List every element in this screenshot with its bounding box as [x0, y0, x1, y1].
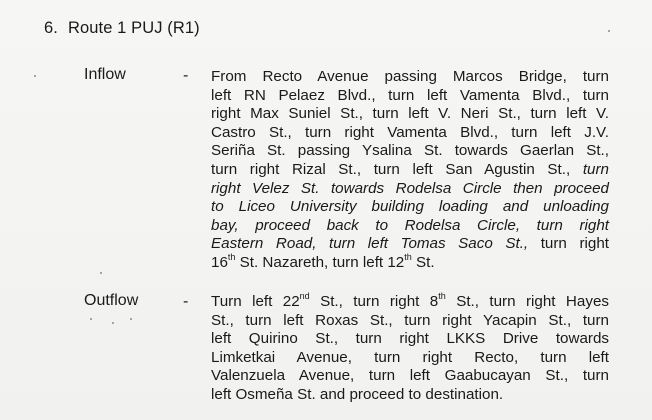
outflow-text-run: th	[438, 290, 446, 301]
inflow-text-run: right Velez St. towards Rodelsa Circle then proceed	[211, 179, 609, 197]
inflow-text-run: turn	[582, 160, 609, 178]
inflow-line	[211, 161, 609, 180]
inflow-line	[211, 68, 609, 87]
inflow-label: Inflow	[84, 66, 126, 83]
outflow-text-run: Valenzuela Avenue, turn left Gaabucayan St., turn	[211, 367, 609, 385]
inflow-text-run: th	[404, 251, 412, 262]
scan-speck	[112, 322, 114, 324]
inflow-line	[211, 87, 609, 106]
inflow-text-run: Castro St., turn right Vamenta Blvd., turn left J.V.	[211, 123, 609, 141]
outflow-line	[211, 312, 609, 331]
outflow-description	[211, 290, 609, 405]
inflow-text-run: 16	[211, 253, 228, 271]
section-number: 6.	[44, 19, 58, 37]
inflow-line	[211, 124, 609, 143]
scan-speck	[90, 318, 92, 320]
scan-speck	[130, 318, 132, 320]
section-heading	[44, 19, 200, 38]
inflow-text-run: turn right Rizal St., turn left San Agustin St.,	[211, 160, 583, 178]
outflow-line	[211, 349, 609, 368]
inflow-text-run: Seriña St. passing Ysalina St. towards Gaerlan St.,	[211, 142, 609, 160]
inflow-text-run: Eastern Road, turn left Tomas Saco St.,	[211, 235, 529, 253]
inflow-text-run: right Max Suniel St., turn left V. Neri St., turn left V.	[211, 105, 609, 123]
outflow-text-run: left Quirino St., turn right LKKS Drive towards	[211, 330, 609, 348]
scan-speck	[100, 272, 102, 274]
inflow-line	[211, 251, 609, 273]
inflow-line	[211, 105, 609, 124]
inflow-description	[211, 68, 609, 273]
scan-speck	[34, 75, 36, 77]
outflow-text-run: Limketkai Avenue, turn right Recto, turn left	[211, 348, 609, 366]
inflow-text-run: turn right	[528, 235, 609, 253]
outflow-text-run: Turn left 22	[211, 293, 300, 310]
section-title: Route 1 PUJ (R1)	[67, 19, 200, 37]
inflow-text-run: From Recto Avenue passing Marcos Bridge, turn	[211, 68, 609, 85]
outflow-dash: -	[183, 293, 189, 310]
outflow-text-run: St., turn right 8	[309, 293, 439, 310]
outflow-label: Outflow	[84, 292, 139, 309]
inflow-text-run: bay, proceed back to Rodelsa Circle, turn right	[211, 216, 609, 234]
outflow-text-run: nd	[299, 290, 310, 301]
inflow-line	[211, 180, 609, 199]
scan-speck	[608, 30, 610, 32]
outflow-text-run: St., turn left Roxas St., turn right Yacapin St., turn	[211, 311, 609, 329]
inflow-text-run: to Liceo University building loading and unloading	[211, 198, 609, 216]
outflow-line	[211, 330, 609, 349]
outflow-line	[211, 386, 609, 405]
inflow-text-run: St.	[411, 253, 435, 271]
outflow-line	[211, 367, 609, 386]
outflow-line	[211, 290, 609, 312]
inflow-dash: -	[183, 67, 189, 84]
outflow-text-run: left Osmeña St. and proceed to destination.	[211, 385, 504, 403]
outflow-text-run: St., turn right Hayes	[445, 293, 609, 310]
inflow-line	[211, 198, 609, 217]
inflow-text-run: St. Nazareth, turn left 12	[235, 253, 405, 271]
inflow-text-run: left RN Pelaez Blvd., turn left Vamenta Blvd., turn	[211, 86, 609, 104]
inflow-line	[211, 217, 609, 236]
inflow-line	[211, 142, 609, 161]
inflow-text-run: th	[227, 251, 236, 262]
